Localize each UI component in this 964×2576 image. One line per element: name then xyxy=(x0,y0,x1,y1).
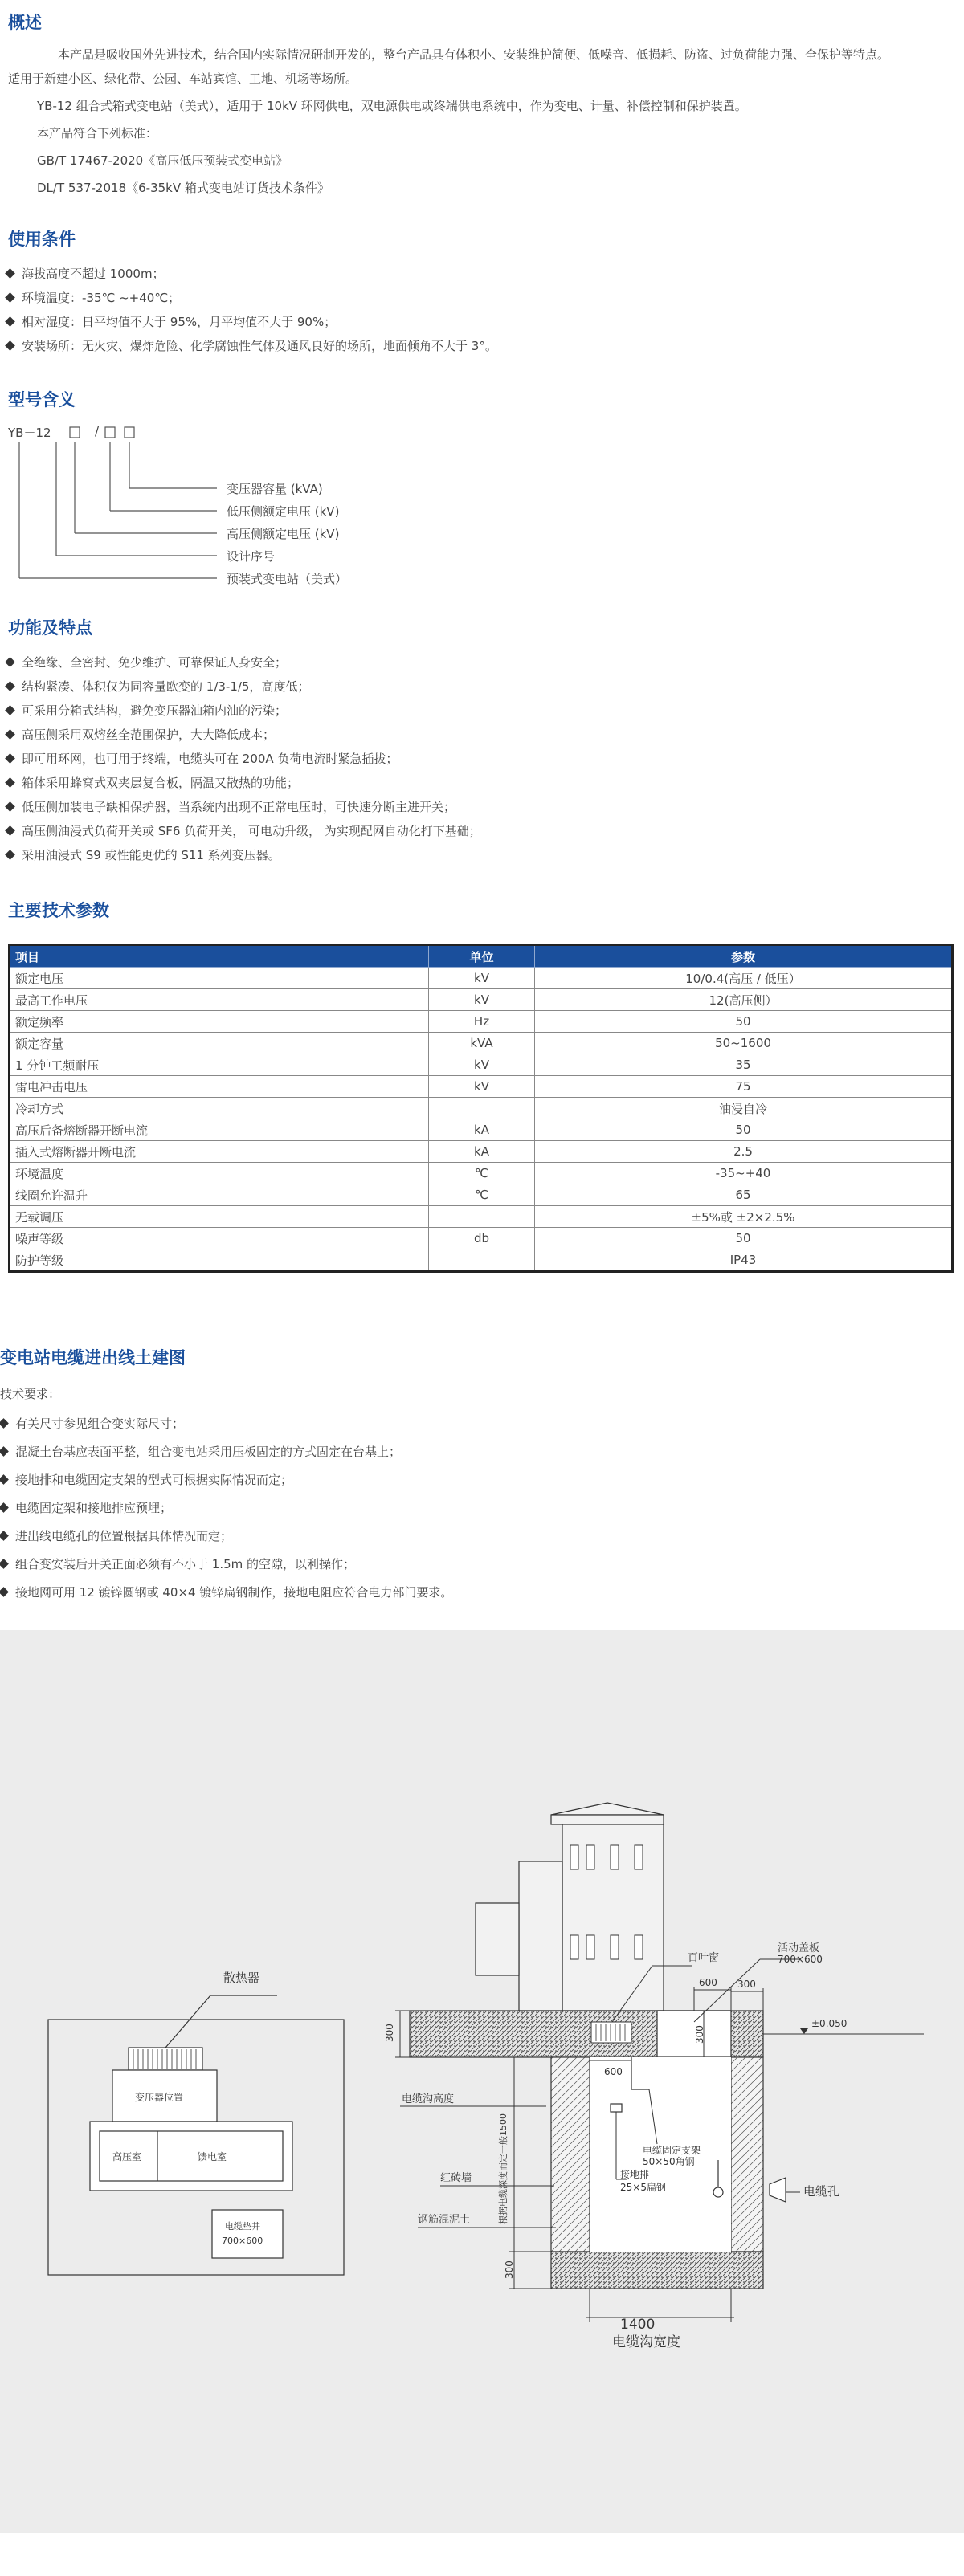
level-label: ±0.050 xyxy=(811,2018,848,2029)
diamond-bullet-icon xyxy=(5,801,15,812)
table-cell: 额定电压 xyxy=(10,968,429,989)
list-item-text: 海拔高度不超过 1000m； xyxy=(22,267,165,281)
table-cell: 10/0.4(高压 / 低压） xyxy=(535,968,953,989)
left-brick-wall xyxy=(551,2057,590,2252)
table-row xyxy=(10,1228,953,1249)
cable-hole-label: 电缆孔 xyxy=(803,2184,840,2199)
list-item-text: 接地排和电缆固定支架的型式可根据实际情况而定； xyxy=(15,1473,293,1487)
diamond-bullet-icon xyxy=(0,1502,9,1513)
list-item-text: 高压侧采用双熔丝全范围保护，大大降低成本； xyxy=(22,728,276,742)
cable-requirements-list xyxy=(0,1410,452,1607)
list-item-text: 高压侧油浸式负荷开关或 SF6 负荷开关， 可电动升级， 为实现配网自动化打下基础； xyxy=(22,824,481,838)
table-header-row xyxy=(10,945,953,968)
list-item xyxy=(6,310,497,334)
diamond-bullet-icon xyxy=(0,1418,9,1429)
table-cell: 无载调压 xyxy=(10,1206,429,1228)
table-cell: 50 xyxy=(535,1011,953,1033)
table-cell: kVA xyxy=(429,1033,535,1054)
transformer-label: 变压器位置 xyxy=(135,2092,184,2103)
table-cell: ℃ xyxy=(429,1163,535,1184)
table-cell: ℃ xyxy=(429,1184,535,1206)
list-item-text: 接地网可用 12 镀锌圆钢或 40×4 镀锌扁钢制作，接地电阻应符合电力部门要求。 xyxy=(15,1585,453,1600)
list-item-text: 进出线电缆孔的位置根据具体情况而定； xyxy=(15,1529,233,1543)
list-item xyxy=(0,1579,452,1607)
table-row xyxy=(10,1184,953,1206)
list-item xyxy=(6,699,481,723)
list-item-text: 有关尺寸参见组合变实际尺寸； xyxy=(15,1416,185,1431)
table-cell: kV xyxy=(429,968,535,989)
diamond-bullet-icon xyxy=(0,1474,9,1485)
column-header-item: 项目 xyxy=(10,945,429,968)
roof-shape xyxy=(551,1803,664,1815)
overview-paragraph-6: DL/T 537-2018《6-35kV 箱式变电站订货技术条件》 xyxy=(37,181,329,195)
trench-height-vertical: 根据电缆深度而定一般1500 xyxy=(498,2113,509,2224)
list-item xyxy=(6,795,481,819)
diamond-bullet-icon xyxy=(5,825,15,836)
drawing-panel xyxy=(0,1630,964,2533)
civil-drawing xyxy=(0,1630,964,2533)
overview-paragraph-2: 适用于新建小区、绿化带、公园、车站宾馆、工地、机场等场所。 xyxy=(8,71,358,86)
overview-title: 概述 xyxy=(8,13,42,32)
list-item-text: 安装场所：无火灾、爆炸危险、化学腐蚀性气体及通风良好的场所，地面倾角不大于 3°。 xyxy=(22,339,497,353)
list-item xyxy=(0,1494,452,1522)
overview-paragraph-3: YB-12 组合式箱式变电站（美式），适用于 10kV 环网供电，双电源供电或终端供电系统中，作为变电、计量、补偿控制和保护装置。 xyxy=(37,99,747,113)
table-row xyxy=(10,1249,953,1272)
width-value: 1400 xyxy=(620,2317,656,2333)
table-cell: 额定容量 xyxy=(10,1033,429,1054)
list-item xyxy=(6,843,481,867)
table-cell: 油浸自冷 xyxy=(535,1098,953,1119)
params-title: 主要技术参数 xyxy=(8,901,109,920)
list-item xyxy=(6,723,481,747)
table-cell: 65 xyxy=(535,1184,953,1206)
table-cell: kA xyxy=(429,1141,535,1163)
table-cell xyxy=(429,1249,535,1272)
list-item xyxy=(0,1522,452,1551)
table-row xyxy=(10,1054,953,1076)
hv-room-label: 高压室 xyxy=(112,2151,142,2162)
table-cell: kV xyxy=(429,1076,535,1098)
feeder-room-label: 馈电室 xyxy=(198,2151,227,2162)
ground-bar-label: 接地排 xyxy=(620,2169,650,2180)
diamond-bullet-icon xyxy=(5,850,15,860)
table-row xyxy=(10,989,953,1011)
table-cell xyxy=(429,1098,535,1119)
list-item xyxy=(6,334,497,358)
dim-300-bottom: 300 xyxy=(504,2260,515,2279)
cable-pad-label: 电缆垫井 xyxy=(225,2221,260,2232)
level-marker-icon xyxy=(800,2028,808,2034)
radiator-label: 散热器 xyxy=(223,1971,260,1985)
dim-300-mid: 300 xyxy=(694,2025,705,2044)
table-cell: kA xyxy=(429,1119,535,1141)
list-item xyxy=(6,286,497,310)
table-row xyxy=(10,1141,953,1163)
table-row xyxy=(10,1206,953,1228)
cable-pad-box xyxy=(212,2210,283,2258)
table-cell: kV xyxy=(429,989,535,1011)
dim-300-top: 300 xyxy=(737,1979,756,1990)
list-item-text: 即可用环网，也可用于终端，电缆头可在 200A 负荷电流时紧急插拔； xyxy=(22,752,398,766)
list-item-text: 全绝缘、全密封、免少维护、可靠保证人身安全； xyxy=(22,655,288,670)
table-cell: 防护等级 xyxy=(10,1249,429,1272)
table-row xyxy=(10,1076,953,1098)
louver-label: 百叶窗 xyxy=(688,1952,720,1964)
list-item-text: 箱体采用蜂窝式双夹层复合板，隔温又散热的功能； xyxy=(22,776,300,790)
table-cell: 2.5 xyxy=(535,1141,953,1163)
list-item-text: 低压侧加装电子缺相保护器，当系统内出现不正常电压时，可快速分断主进开关； xyxy=(22,800,456,814)
list-item-text: 可采用分箱式结构，避免变压器油箱内油的污染； xyxy=(22,703,288,718)
diamond-bullet-icon xyxy=(5,729,15,740)
diamond-bullet-icon xyxy=(0,1587,9,1597)
table-cell: kV xyxy=(429,1054,535,1076)
movable-cover-label: 活动盖板 xyxy=(778,1942,820,1954)
table-cell: 50~1600 xyxy=(535,1033,953,1054)
right-brick-wall xyxy=(731,2057,763,2252)
overview-paragraph-4: 本产品符合下列标准： xyxy=(37,126,158,141)
dim-300-left: 300 xyxy=(384,2024,395,2042)
table-cell: IP43 xyxy=(535,1249,953,1272)
table-cell: ±5%或 ±2×2.5% xyxy=(535,1206,953,1228)
table-cell: 75 xyxy=(535,1076,953,1098)
table-row xyxy=(10,968,953,989)
features-title: 功能及特点 xyxy=(8,618,92,638)
building-side-radiator xyxy=(476,1903,519,1975)
concrete-label: 钢筋混泥土 xyxy=(418,2214,471,2226)
table-cell: 最高工作电压 xyxy=(10,989,429,1011)
model-label-capacity: 变压器容量 (kVA) xyxy=(227,482,323,496)
trench-floor xyxy=(551,2252,763,2289)
table-cell: 额定频率 xyxy=(10,1011,429,1033)
list-item-text: 混凝土台基应表面平整，组合变电站采用压板固定的方式固定在台基上； xyxy=(15,1445,402,1459)
table-cell: 环境温度 xyxy=(10,1163,429,1184)
diamond-bullet-icon xyxy=(5,268,15,279)
diamond-bullet-icon xyxy=(5,753,15,764)
diamond-bullet-icon xyxy=(5,681,15,691)
trench-height-label: 电缆沟高度 xyxy=(402,2093,455,2105)
list-item xyxy=(0,1438,452,1466)
table-cell xyxy=(429,1206,535,1228)
list-item xyxy=(6,675,481,699)
section-view xyxy=(395,1803,924,2322)
bracket-label: 电缆固定支架 xyxy=(643,2145,701,2156)
cable-pad-size: 700×600 xyxy=(222,2236,263,2246)
table-cell: 雷电冲击电压 xyxy=(10,1076,429,1098)
brick-wall-label: 红砖墙 xyxy=(440,2172,472,2184)
bracket-spec: 50×50角钢 xyxy=(643,2156,695,2167)
table-cell: 噪声等级 xyxy=(10,1228,429,1249)
params-table xyxy=(8,944,954,1273)
cable-intro: 技术要求： xyxy=(0,1387,61,1401)
plan-view xyxy=(48,1995,344,2275)
table-row xyxy=(10,1163,953,1184)
list-item xyxy=(6,771,481,795)
table-cell: 插入式熔断器开断电流 xyxy=(10,1141,429,1163)
model-title: 型号含义 xyxy=(8,390,76,410)
table-cell: 线圈允许温升 xyxy=(10,1184,429,1206)
list-item xyxy=(0,1551,452,1579)
ground-bar-spec: 25×5扁钢 xyxy=(620,2182,666,2193)
table-cell: 冷却方式 xyxy=(10,1098,429,1119)
diamond-bullet-icon xyxy=(0,1446,9,1457)
list-item-text: 采用油浸式 S9 或性能更优的 S11 系列变压器。 xyxy=(22,848,280,862)
conditions-title: 使用条件 xyxy=(8,230,76,249)
features-list xyxy=(6,650,481,867)
table-cell: -35~+40 xyxy=(535,1163,953,1184)
table-cell: 1 分钟工频耐压 xyxy=(10,1054,429,1076)
dim-600-mid: 600 xyxy=(604,2066,623,2077)
model-label-type: 预装式变电站（美式） xyxy=(227,572,348,586)
movable-cover-size: 700×600 xyxy=(778,1954,823,1965)
list-item xyxy=(6,262,497,286)
table-cell: 35 xyxy=(535,1054,953,1076)
list-item-text: 电缆固定架和接地排应预埋； xyxy=(15,1501,173,1515)
list-item-text: 结构紧凑、体积仅为同容量欧变的 1/3-1/5，高度低； xyxy=(22,679,310,694)
louver-opening xyxy=(591,2022,631,2043)
table-cell: 12(高压侧） xyxy=(535,989,953,1011)
diamond-bullet-icon xyxy=(5,292,15,303)
table-cell: 高压后备熔断器开断电流 xyxy=(10,1119,429,1141)
building-side-box xyxy=(519,1861,562,2011)
width-label: 电缆沟宽度 xyxy=(612,2334,680,2350)
table-row xyxy=(10,1033,953,1054)
cable-title: 变电站电缆进出线土建图 xyxy=(0,1348,186,1367)
list-item xyxy=(6,819,481,843)
column-header-unit: 单位 xyxy=(429,945,535,968)
model-label-hv: 高压侧额定电压 (kV) xyxy=(227,527,340,541)
table-cell: db xyxy=(429,1228,535,1249)
diamond-bullet-icon xyxy=(5,340,15,351)
table-row xyxy=(10,1119,953,1141)
model-code: YB－12 xyxy=(8,426,51,440)
list-item xyxy=(6,650,481,675)
table-cell: 50 xyxy=(535,1119,953,1141)
diamond-bullet-icon xyxy=(5,705,15,715)
table-cell: Hz xyxy=(429,1011,535,1033)
diamond-bullet-icon xyxy=(5,657,15,667)
list-item-text: 相对湿度：日平均值不大于 95%，月平均值不大于 90%； xyxy=(22,315,337,329)
cable-hole-funnel xyxy=(770,2178,786,2202)
list-item-text: 组合变安装后开关正面必须有不小于 1.5m 的空隙，以利操作； xyxy=(15,1557,356,1571)
diamond-bullet-icon xyxy=(0,1559,9,1569)
list-item xyxy=(6,747,481,771)
table-row xyxy=(10,1098,953,1119)
diamond-bullet-icon xyxy=(0,1531,9,1541)
list-item-text: 环境温度：-35℃ ~+40℃； xyxy=(22,291,181,305)
diamond-bullet-icon xyxy=(5,316,15,327)
list-item xyxy=(0,1410,452,1438)
model-label-serial: 设计序号 xyxy=(227,549,276,564)
overview-paragraph-1: 本产品是吸收国外先进技术，结合国内实际情况研制开发的，整台产品具有体积小、安装维护简便、低噪音、低损耗、防盗、过负荷能力强、全保护等特点。 xyxy=(58,47,890,62)
conditions-list xyxy=(6,262,497,358)
column-header-value: 参数 xyxy=(535,945,953,968)
model-label-lv: 低压侧额定电压 (kV) xyxy=(227,504,340,519)
table-row xyxy=(10,1011,953,1033)
dim-600-top: 600 xyxy=(699,1977,717,1988)
roof-eave xyxy=(551,1815,664,1824)
model-slash: / xyxy=(95,424,100,438)
overview-paragraph-5: GB/T 17467-2020《高压低压预装式变电站》 xyxy=(37,153,288,168)
table-cell: 50 xyxy=(535,1228,953,1249)
list-item xyxy=(0,1466,452,1494)
diamond-bullet-icon xyxy=(5,777,15,788)
